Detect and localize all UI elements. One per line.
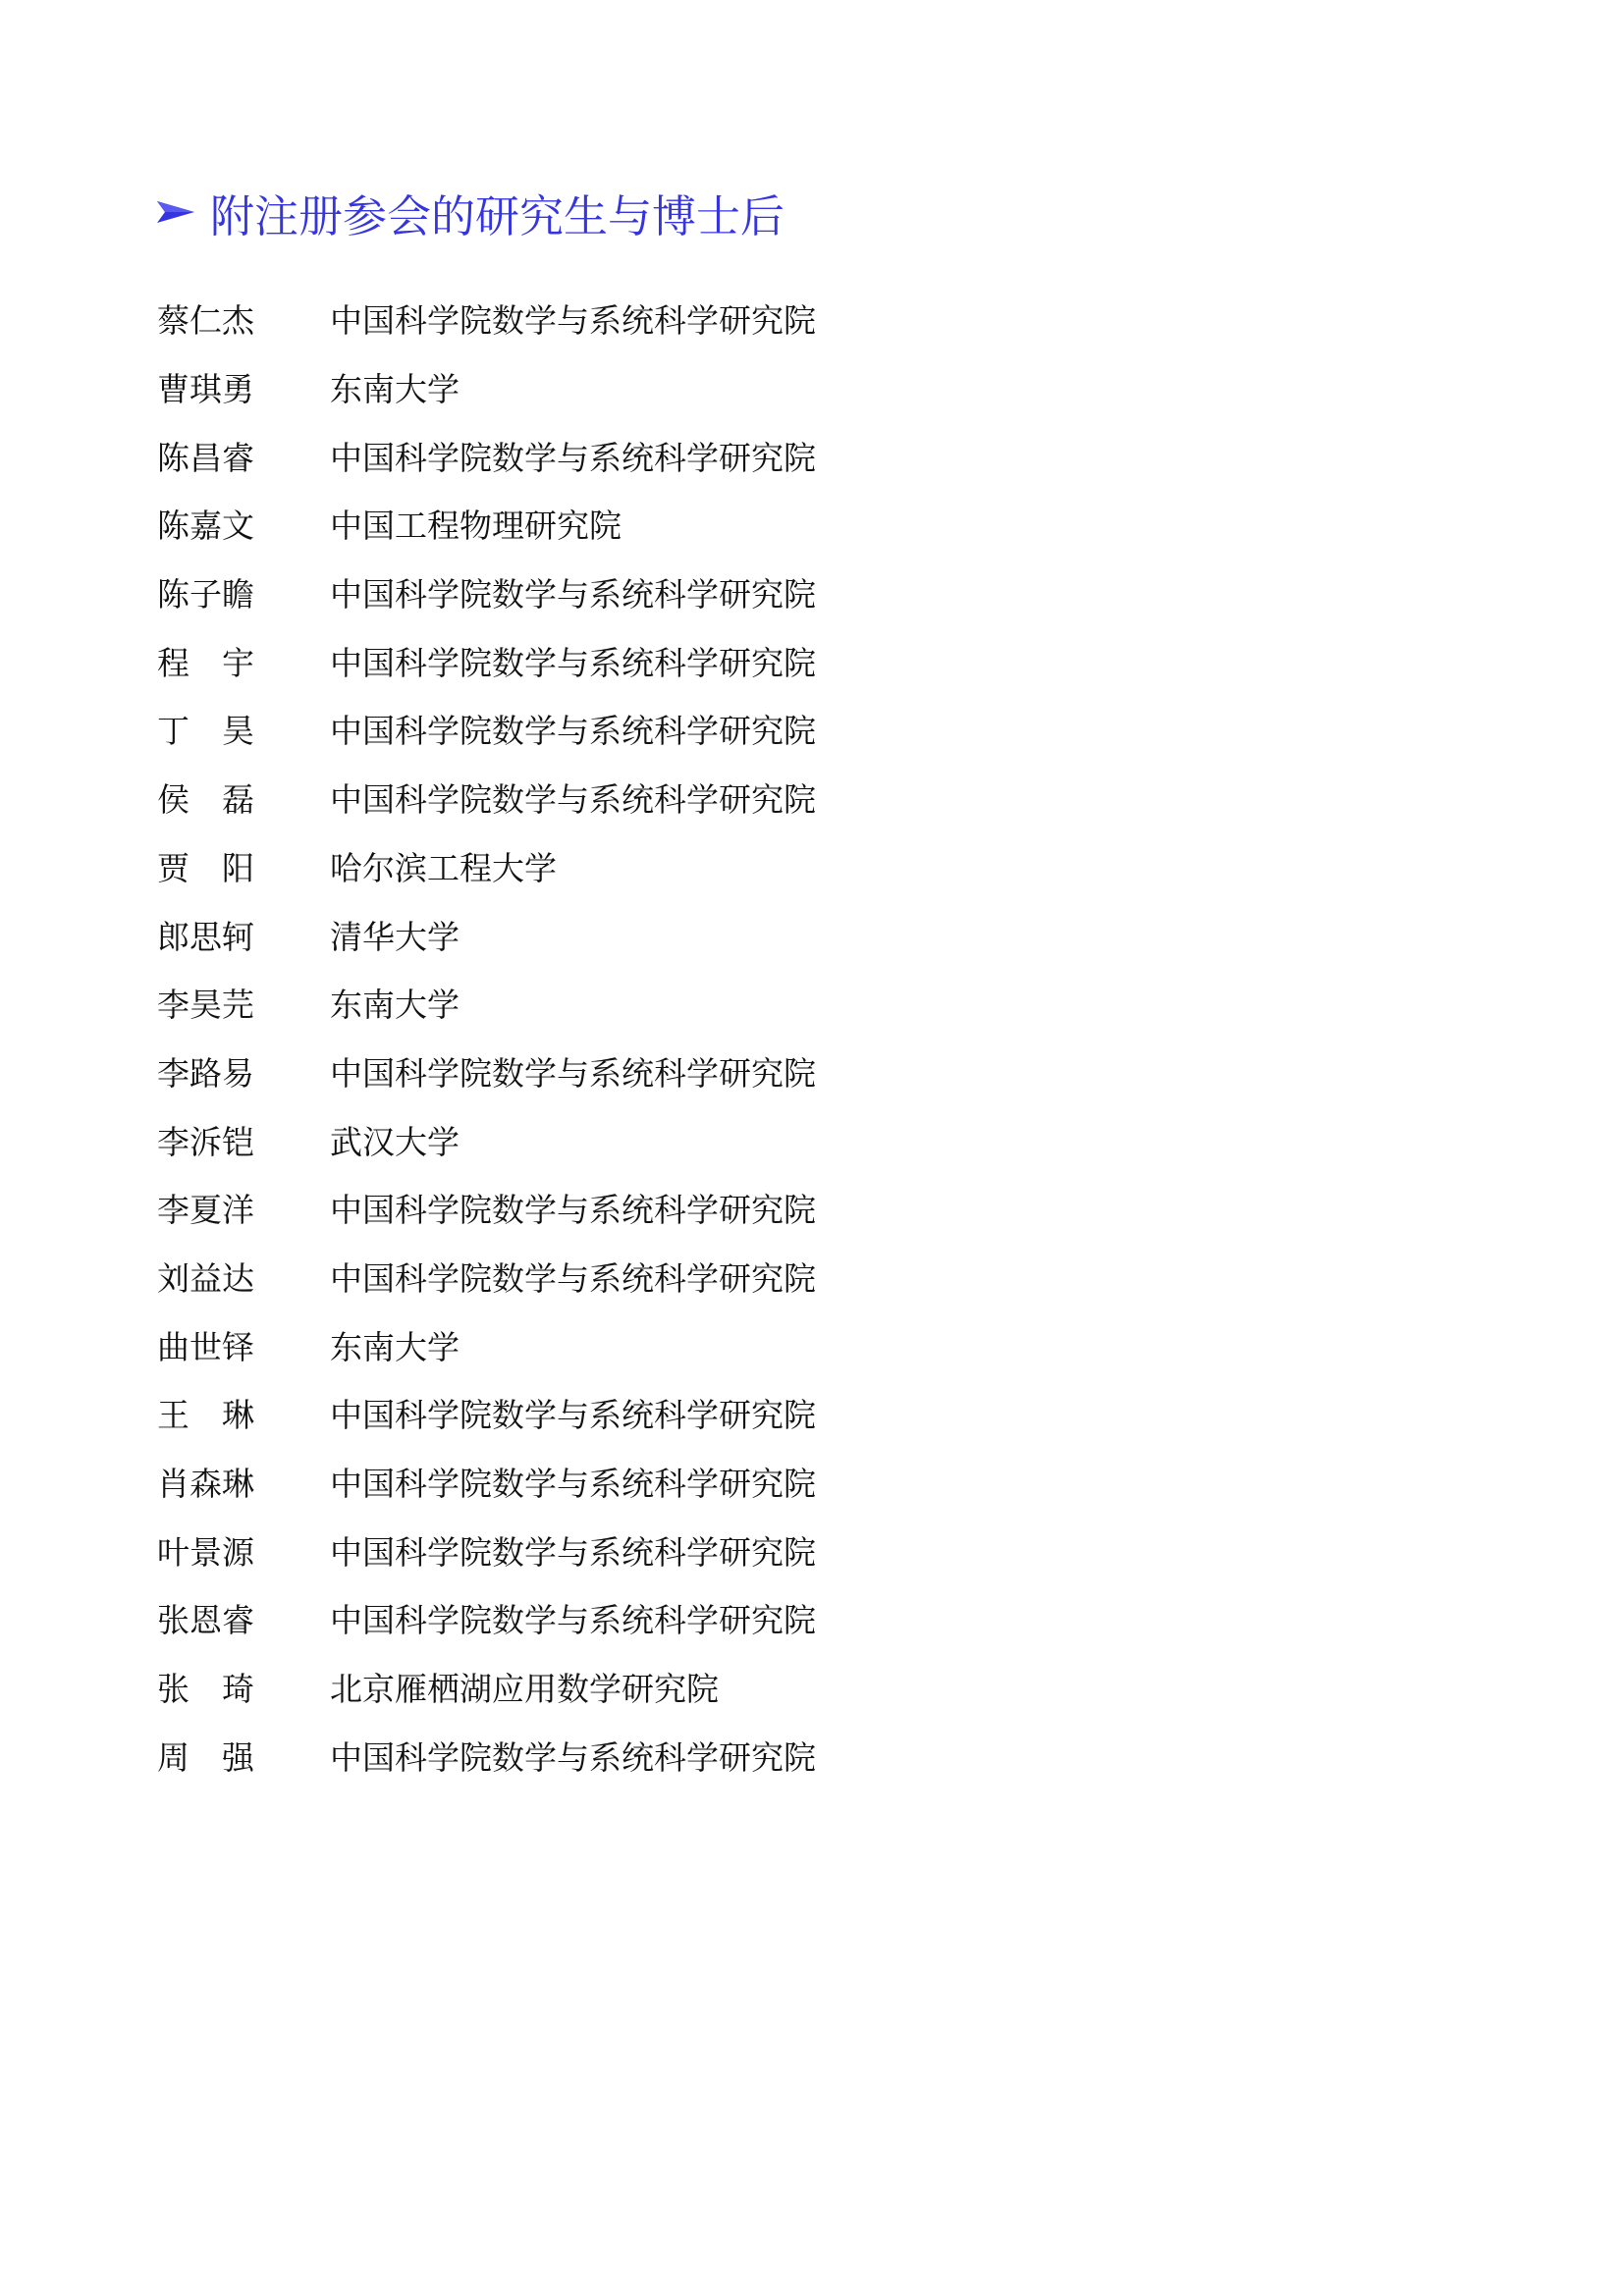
- participant-name: 郎思轲: [157, 917, 254, 956]
- participant-row: [157, 421, 1237, 490]
- participant-affiliation: 中国科学院数学与系统科学研究院: [330, 1258, 816, 1298]
- participant-name: 李昊芫: [157, 986, 254, 1025]
- participant-name: 李夏洋: [157, 1191, 254, 1230]
- participant-affiliation: 哈尔滨工程大学: [330, 848, 557, 887]
- participant-affiliation: 中国工程物理研究院: [330, 507, 622, 546]
- participant-row: [157, 1174, 1237, 1243]
- participant-name: 侯 磊: [157, 780, 254, 820]
- participant-name: 王 琳: [157, 1396, 254, 1435]
- participant-name: 程 宇: [157, 643, 254, 682]
- participant-name: 刘益达: [157, 1258, 254, 1298]
- participant-affiliation: 中国科学院数学与系统科学研究院: [330, 1532, 816, 1572]
- participant-affiliation: 中国科学院数学与系统科学研究院: [330, 1465, 816, 1504]
- participant-row: [157, 1584, 1237, 1653]
- participant-affiliation: 北京雁栖湖应用数学研究院: [330, 1670, 719, 1709]
- arrowhead-icon: [155, 197, 196, 227]
- participant-name: 曲世铎: [157, 1327, 254, 1366]
- participant-name: 肖森琳: [157, 1465, 254, 1504]
- participant-affiliation: 中国科学院数学与系统科学研究院: [330, 643, 816, 682]
- participant-affiliation: 中国科学院数学与系统科学研究院: [330, 438, 816, 477]
- participant-affiliation: 中国科学院数学与系统科学研究院: [330, 1737, 816, 1777]
- participant-affiliation: 东南大学: [330, 986, 460, 1025]
- participant-affiliation: 东南大学: [330, 1327, 460, 1366]
- participant-affiliation: 中国科学院数学与系统科学研究院: [330, 1601, 816, 1640]
- participant-row: [157, 1516, 1237, 1584]
- participant-row: [157, 559, 1237, 627]
- participant-name: 张 琦: [157, 1670, 254, 1709]
- section-heading: [155, 185, 784, 240]
- participant-name: 贾 阳: [157, 848, 254, 887]
- participant-affiliation: 中国科学院数学与系统科学研究院: [330, 712, 816, 751]
- participant-list: [157, 285, 1237, 1789]
- participant-row: [157, 626, 1237, 695]
- participant-row: [157, 353, 1237, 422]
- participant-name: 陈嘉文: [157, 507, 254, 546]
- participant-row: [157, 764, 1237, 832]
- participant-affiliation: 中国科学院数学与系统科学研究院: [330, 1396, 816, 1435]
- participant-row: [157, 1379, 1237, 1448]
- participant-name: 陈子瞻: [157, 575, 254, 614]
- participant-name: 叶景源: [157, 1532, 254, 1572]
- participant-affiliation: 中国科学院数学与系统科学研究院: [330, 1053, 816, 1093]
- participant-affiliation: 中国科学院数学与系统科学研究院: [330, 1191, 816, 1230]
- participant-name: 蔡仁杰: [157, 301, 254, 341]
- participant-affiliation: 中国科学院数学与系统科学研究院: [330, 575, 816, 614]
- participant-name: 陈昌睿: [157, 438, 254, 477]
- section-heading-text: 附注册参会的研究生与博士后: [210, 189, 785, 242]
- participant-affiliation: 中国科学院数学与系统科学研究院: [330, 780, 816, 820]
- participant-affiliation: 武汉大学: [330, 1122, 460, 1161]
- participant-row: [157, 832, 1237, 901]
- participant-affiliation: 中国科学院数学与系统科学研究院: [330, 301, 816, 341]
- participant-row: [157, 1448, 1237, 1517]
- participant-name: 李路易: [157, 1053, 254, 1093]
- participant-affiliation: 东南大学: [330, 370, 460, 409]
- participant-row: [157, 1310, 1237, 1379]
- participant-name: 丁 昊: [157, 712, 254, 751]
- participant-row: [157, 1105, 1237, 1174]
- participant-row: [157, 1653, 1237, 1722]
- participant-name: 张恩睿: [157, 1601, 254, 1640]
- participant-row: [157, 969, 1237, 1038]
- participant-name: 李泝铠: [157, 1122, 254, 1161]
- participant-row: [157, 285, 1237, 353]
- participant-row: [157, 1721, 1237, 1789]
- participant-row: [157, 1038, 1237, 1106]
- participant-name: 周 强: [157, 1737, 254, 1777]
- participant-name: 曹琪勇: [157, 370, 254, 409]
- participant-row: [157, 900, 1237, 969]
- participant-row: [157, 490, 1237, 559]
- participant-affiliation: 清华大学: [330, 917, 460, 956]
- participant-row: [157, 1243, 1237, 1311]
- participant-row: [157, 695, 1237, 764]
